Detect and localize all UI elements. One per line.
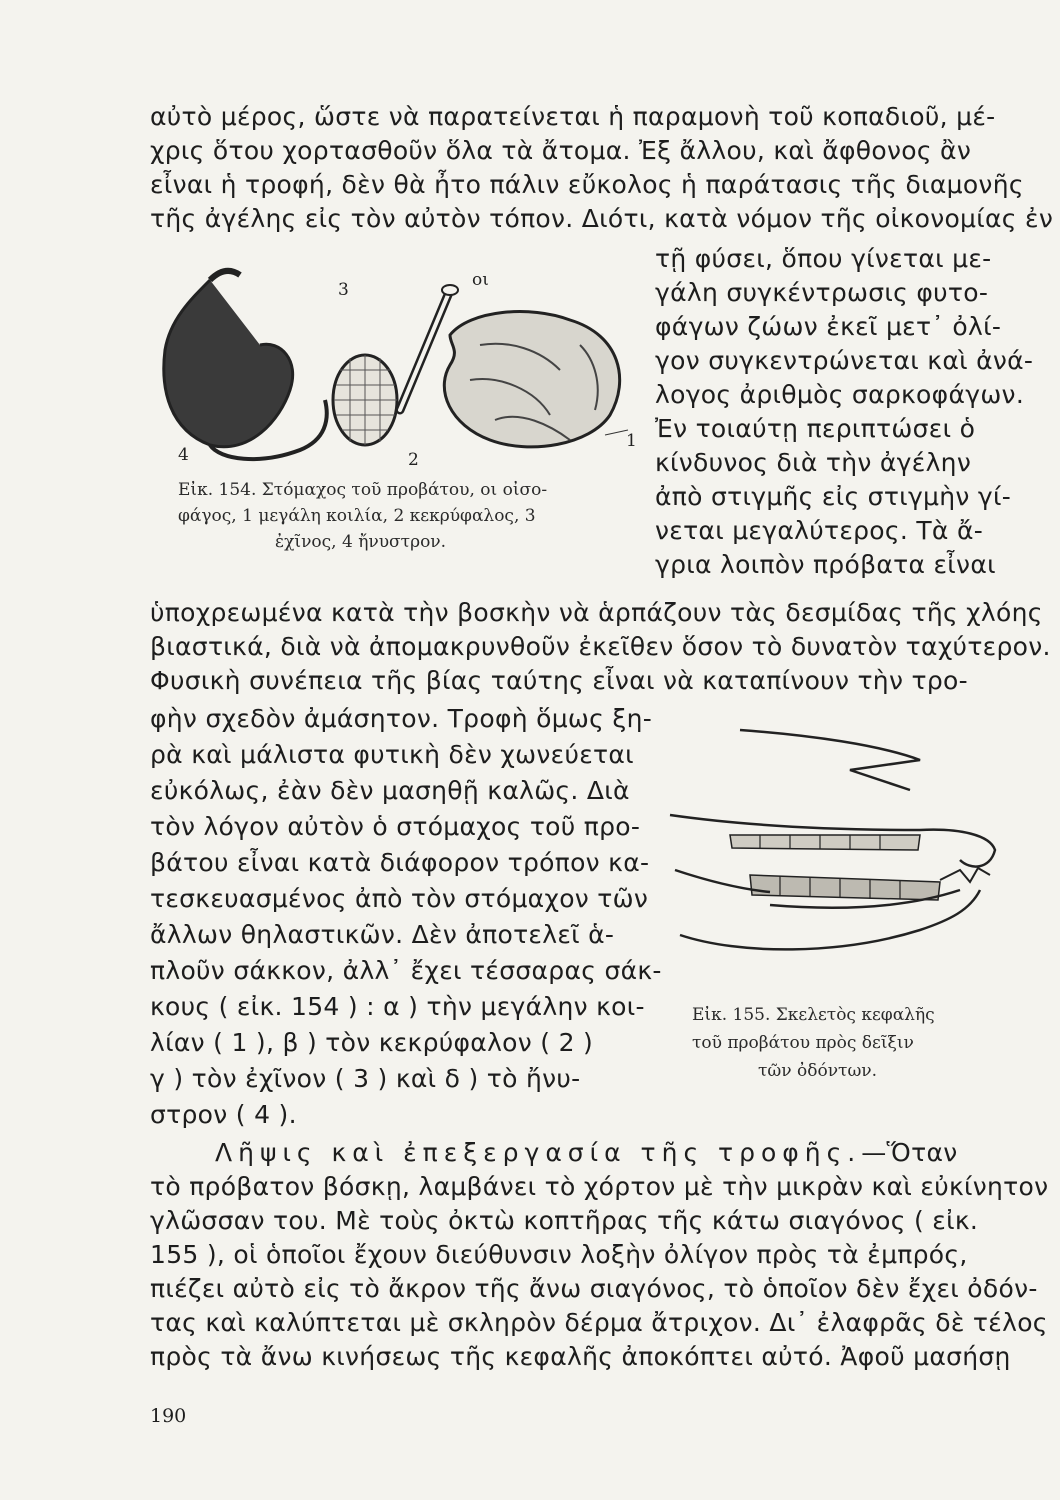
text-line: τὸν λόγον αὐτὸν ὁ στόμαχος τοῦ προ- xyxy=(150,812,641,841)
text-line: γάλη συγκέντρωσις φυτο- xyxy=(655,278,989,307)
text-line: λίαν ( 1 ), β ) τὸν κεκρύφαλον ( 2 ) xyxy=(150,1028,594,1057)
text-line: τὸ πρόβατον βόσκῃ, λαμβάνει τὸ χόρτον μὲ τὴν μικρὰν καὶ εὐκίνητον xyxy=(150,1172,1049,1201)
text-line: 155 ), οἱ ὁποῖοι ἔχουν διεύθυνσιν λοξὴν ὀλίγον πρὸς τὰ ἐμπρός, xyxy=(150,1240,968,1269)
text-line: γον συγκεντρώνεται καὶ ἀνά- xyxy=(655,346,1034,375)
text-line: τας καὶ καλύπτεται μὲ σκληρὸν δέρμα ἄτριχον. Δι᾽ ἐλαφρᾶς δὲ τέλος xyxy=(150,1308,1048,1337)
figure-label: 3 xyxy=(338,280,349,300)
caption-line: φάγος, 1 μεγάλη κοιλία, 2 κεκρύφαλος, 3 xyxy=(178,506,536,526)
caption-line: τῶν ὀδόντων. xyxy=(758,1061,878,1081)
text-line: κίνδυνος διὰ τὴν ἀγέλην xyxy=(655,448,972,477)
section-heading: Λῆψις καὶ ἐπεξεργασία τῆς τροφῆς. xyxy=(215,1138,862,1167)
figure-label: 2 xyxy=(408,450,419,470)
caption-line: Εἰκ. 155. Σκελετὸς κεφαλῆς xyxy=(692,1005,935,1025)
text-line: Ἐν τοιαύτῃ περιπτώσει ὁ xyxy=(655,414,976,443)
text-line: αὐτὸ μέρος, ὥστε νὰ παρατείνεται ἡ παραμονὴ τοῦ κοπαδιοῦ, μέ- xyxy=(150,102,996,131)
figure-label: οι xyxy=(472,270,489,290)
text-line: τεσκευασμένος ἀπὸ τὸν στόμαχον τῶν xyxy=(150,884,649,913)
text-line: ἄλλων θηλαστικῶν. Δὲν ἀποτελεῖ ἁ- xyxy=(150,920,615,949)
text-line: βιαστικά, διὰ νὰ ἀπομακρυνθοῦν ἐκεῖθεν ὅσον τὸ δυνατὸν ταχύτερον. xyxy=(150,632,1051,661)
text-line: πλοῦν σάκκον, ἀλλ᾽ ἔχει τέσσαρας σάκ- xyxy=(150,956,662,985)
section-heading-continuation: —Ὅταν xyxy=(861,1138,958,1167)
text-line: πιέζει αὐτὸ εἰς τὸ ἄκρον τῆς ἄνω σιαγόνος, τὸ ὁποῖον δὲν ἔχει ὀδόν- xyxy=(150,1274,1038,1303)
section-heading-line xyxy=(215,1136,958,1170)
text-line: κους ( εἰκ. 154 ) : α ) τὴν μεγάλην κοι- xyxy=(150,992,645,1021)
text-line: εἶναι ἡ τροφή, δὲν θὰ ἦτο πάλιν εὔκολος ἡ παράτασις τῆς διαμονῆς xyxy=(150,170,1024,199)
text-line: χρις ὅτου χορτασθοῦν ὅλα τὰ ἄτομα. Ἐξ ἄλλου, καὶ ἄφθονος ἂν xyxy=(150,136,972,165)
text-line: τῆς ἀγέλης εἰς τὸν αὐτὸν τόπον. Διότι, κατὰ νόμον τῆς οἰκονομίας ἐν xyxy=(150,204,1054,233)
text-line: εὐκόλως, ἐὰν δὲν μασηθῇ καλῶς. Διὰ xyxy=(150,776,630,805)
caption-line: Εἰκ. 154. Στόμαχος τοῦ προβάτου, οι οἰσο- xyxy=(178,480,548,500)
text-line: ρὰ καὶ μάλιστα φυτικὴ δὲν χωνεύεται xyxy=(150,740,634,769)
text-line: γλῶσσαν του. Μὲ τοὺς ὀκτὼ κοπτῆρας τῆς κάτω σιαγόνος ( εἰκ. xyxy=(150,1206,979,1235)
text-line: φάγων ζώων ἐκεῖ μετ᾽ ὀλί- xyxy=(655,312,1002,341)
text-line: στρον ( 4 ). xyxy=(150,1100,297,1129)
text-line: ὑποχρεωμένα κατὰ τὴν βοσκὴν νὰ ἁρπάζουν τὰς δεσμίδας τῆς χλόης xyxy=(150,598,1043,627)
text-line: τῇ φύσει, ὅπου γίνεται με- xyxy=(655,244,992,273)
caption-line: τοῦ προβάτου πρὸς δεῖξιν xyxy=(692,1033,914,1053)
page-number: 190 xyxy=(150,1405,187,1427)
text-line: γ ) τὸν ἐχῖνον ( 3 ) καὶ δ ) τὸ ἤνυ- xyxy=(150,1064,581,1093)
text-line: λογος ἀριθμὸς σαρκοφάγων. xyxy=(655,380,1025,409)
figure-154-stomach-illustration xyxy=(150,250,640,475)
text-line: γρια λοιπὸν πρόβατα εἶναι xyxy=(655,550,996,579)
caption-line: ἐχῖνος, 4 ἤνυστρον. xyxy=(275,532,447,552)
text-line: φὴν σχεδὸν ἀμάσητον. Τροφὴ ὅμως ξη- xyxy=(150,704,653,733)
text-line: ἀπὸ στιγμῆς εἰς στιγμὴν γί- xyxy=(655,482,1012,511)
text-line: βάτου εἶναι κατὰ διάφορον τρόπον κα- xyxy=(150,848,650,877)
text-line: πρὸς τὰ ἄνω κινήσεως τῆς κεφαλῆς ἀποκόπτει αὐτό. Ἀφοῦ μασήσῃ xyxy=(150,1342,1011,1371)
figure-label: 4 xyxy=(178,445,189,465)
figure-155-skull-illustration xyxy=(660,710,1005,980)
text-line: νεται μεγαλύτερος. Τὰ ἄ- xyxy=(655,516,984,545)
text-line: Φυσικὴ συνέπεια τῆς βίας ταύτης εἶναι νὰ καταπίνουν τὴν τρο- xyxy=(150,666,968,695)
figure-label: 1 xyxy=(626,431,637,451)
